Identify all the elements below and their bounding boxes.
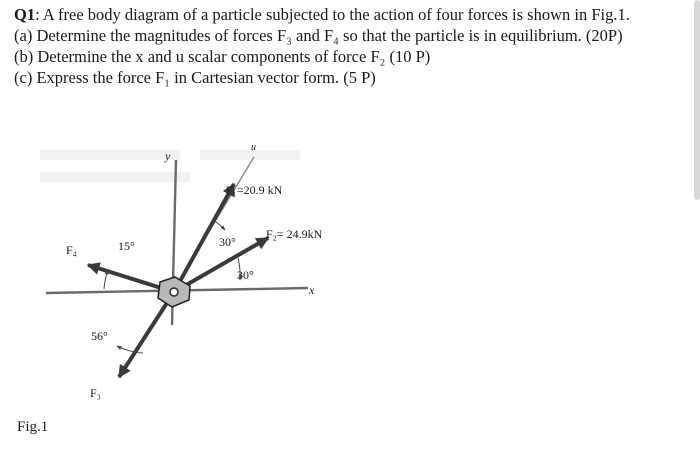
axis-label-y: y (165, 149, 171, 163)
figure-caption: Fig.1 (17, 419, 49, 435)
angle-label-f3: 56° (91, 329, 108, 343)
angle-label-f1: 30° (219, 235, 236, 249)
question-part-b: (b) Determine the x and u scalar components of force F₂ (10 P) (14, 47, 431, 66)
force-label-f3: F₃ (90, 386, 101, 400)
force-label-f2: F₂= 24.9kN (266, 227, 323, 241)
f3-arrow (119, 292, 174, 377)
axis-label-u: u (251, 142, 256, 153)
question-part-c: (c) Express the force F₁ in Cartesian vector form. (5 P) (14, 68, 376, 87)
axis-label-x: x (309, 283, 315, 297)
question-intro-text: : A free body diagram of a particle subjected to the action of four forces is shown in Fig.1. (35, 5, 630, 24)
question-part-a: (a) Determine the magnitudes of forces F₃ and F₄ so that the particle is in equilibrium. (20P) (14, 26, 623, 45)
force-label-f1: F₁=20.9 kN (226, 183, 283, 197)
angle-label-f4: 15° (118, 239, 135, 253)
particle-joint (158, 277, 190, 307)
force-label-f4: F₄ (66, 243, 77, 257)
angle-arc-f4 (104, 270, 108, 289)
angle-label-u: 30° (237, 268, 254, 282)
question-number: Q1 (14, 5, 36, 24)
